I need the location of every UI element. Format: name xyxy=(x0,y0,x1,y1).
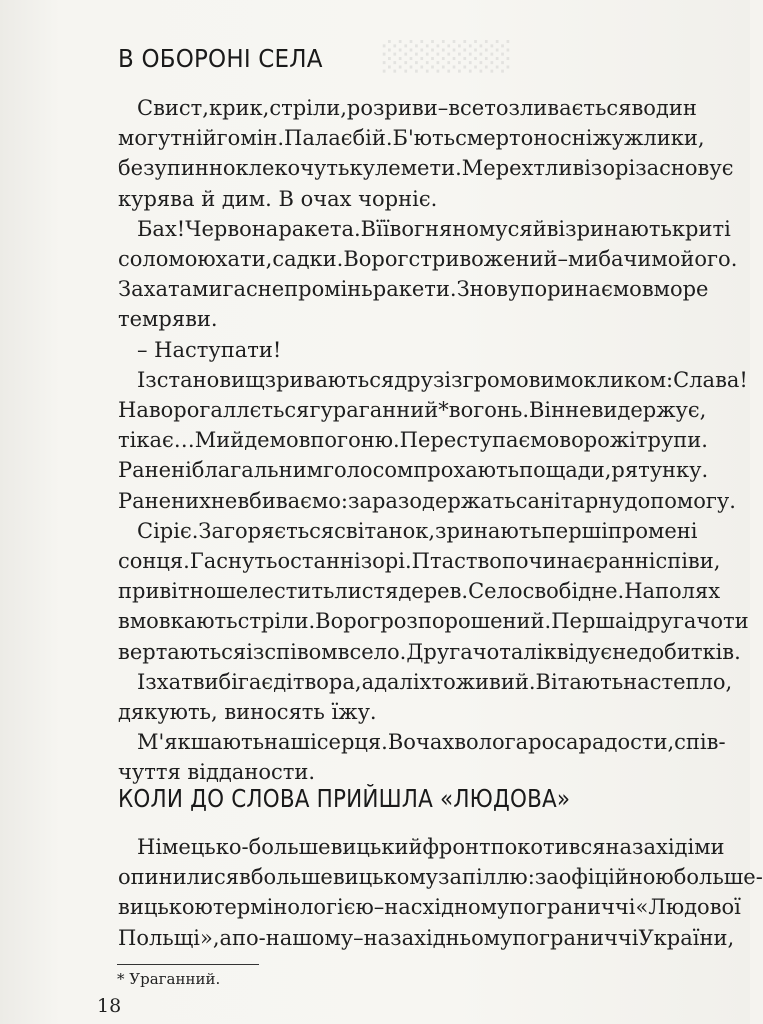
text-line: опинилися в большевицькому запіллю: за офіційною больше- xyxy=(118,865,763,890)
text-line: За хатами гасне промінь ракети. Знову поринаємо в море xyxy=(118,277,709,302)
text-line: На ворога ллється гураганний* вогонь. Він не видержує, xyxy=(118,398,707,422)
text-line: – Наступати! xyxy=(137,337,282,362)
text-line: тікає… Ми йдемо в погоню. Переступаємо ворожі трупи. xyxy=(118,428,708,453)
text-line: Бах! Червона ракета. В її вогняному сяйві зринають криті xyxy=(137,216,731,241)
text-line: Німецько-большевицький фронт покотився на захід і ми xyxy=(137,835,725,859)
text-line: дякують, виносять їжу. xyxy=(118,700,377,724)
footnote-divider xyxy=(117,964,259,965)
page-number: 18 xyxy=(97,995,122,1017)
text-line: Сіріє. Загоряється світанок, зринають перші промені xyxy=(137,518,698,543)
text-line: Ранені благальним голосом прохають пощади, рятунку. xyxy=(118,458,709,483)
text-line: вицькою термінологією – на східному пограниччі «Людової xyxy=(118,895,741,920)
text-line: привітно шелестить листя дерев. Село свобідне. На полях xyxy=(118,579,721,604)
text-line: соломою хати, садки. Ворог стривожений – ми бачимо його. xyxy=(118,247,738,271)
text-line: М'якшають наші серця. В очах волога роса радости, спів- xyxy=(137,730,726,755)
text-line: Ранених не вбиваємо: зараз одержать санітарну допомогу. xyxy=(118,488,736,513)
text-line: безупинно клекочуть кулемети. Мерехтливі зорі засновує xyxy=(118,156,734,181)
footnote: * Ураганний. xyxy=(117,970,221,988)
text-line: чуття відданости. xyxy=(118,760,316,785)
text-line: темряви. xyxy=(118,307,218,332)
section-title-lyudova: КОЛИ ДО СЛОВА ПРИЙШЛА «ЛЮДОВА» xyxy=(118,784,571,813)
text-line: Із становищ зриваються друзі з громовим окликом: Слава! xyxy=(137,367,748,392)
text-line: Із хат вибігає дітвора, а далі хто живий. Вітають нас тепло, xyxy=(137,669,733,694)
text-line: Свист, крик, стріли, розриви – все то зливається в один xyxy=(137,96,697,120)
text-line: курява й дим. В очах чорніє. xyxy=(118,186,438,211)
text-line: сонця. Гаснуть останні зорі. Птаство починає ранні співи, xyxy=(118,549,721,573)
section-title-village-defense: В ОБОРОНІ СЕЛА xyxy=(118,44,323,73)
text-line: вмовкають стріли. Ворог розпорошений. Перша і друга чоти xyxy=(118,609,749,634)
text-line: могутній гомін. Палає бій. Б'ють смертоносні жужлики, xyxy=(118,126,705,151)
text-line: Польщі», а по-нашому – на західньому пограниччі України, xyxy=(118,925,735,950)
text-line: вертаються із співом в село. Друга чота ліквідує недобитків. xyxy=(118,639,741,664)
bleed-through-title: ░░░░░░ xyxy=(380,40,510,73)
